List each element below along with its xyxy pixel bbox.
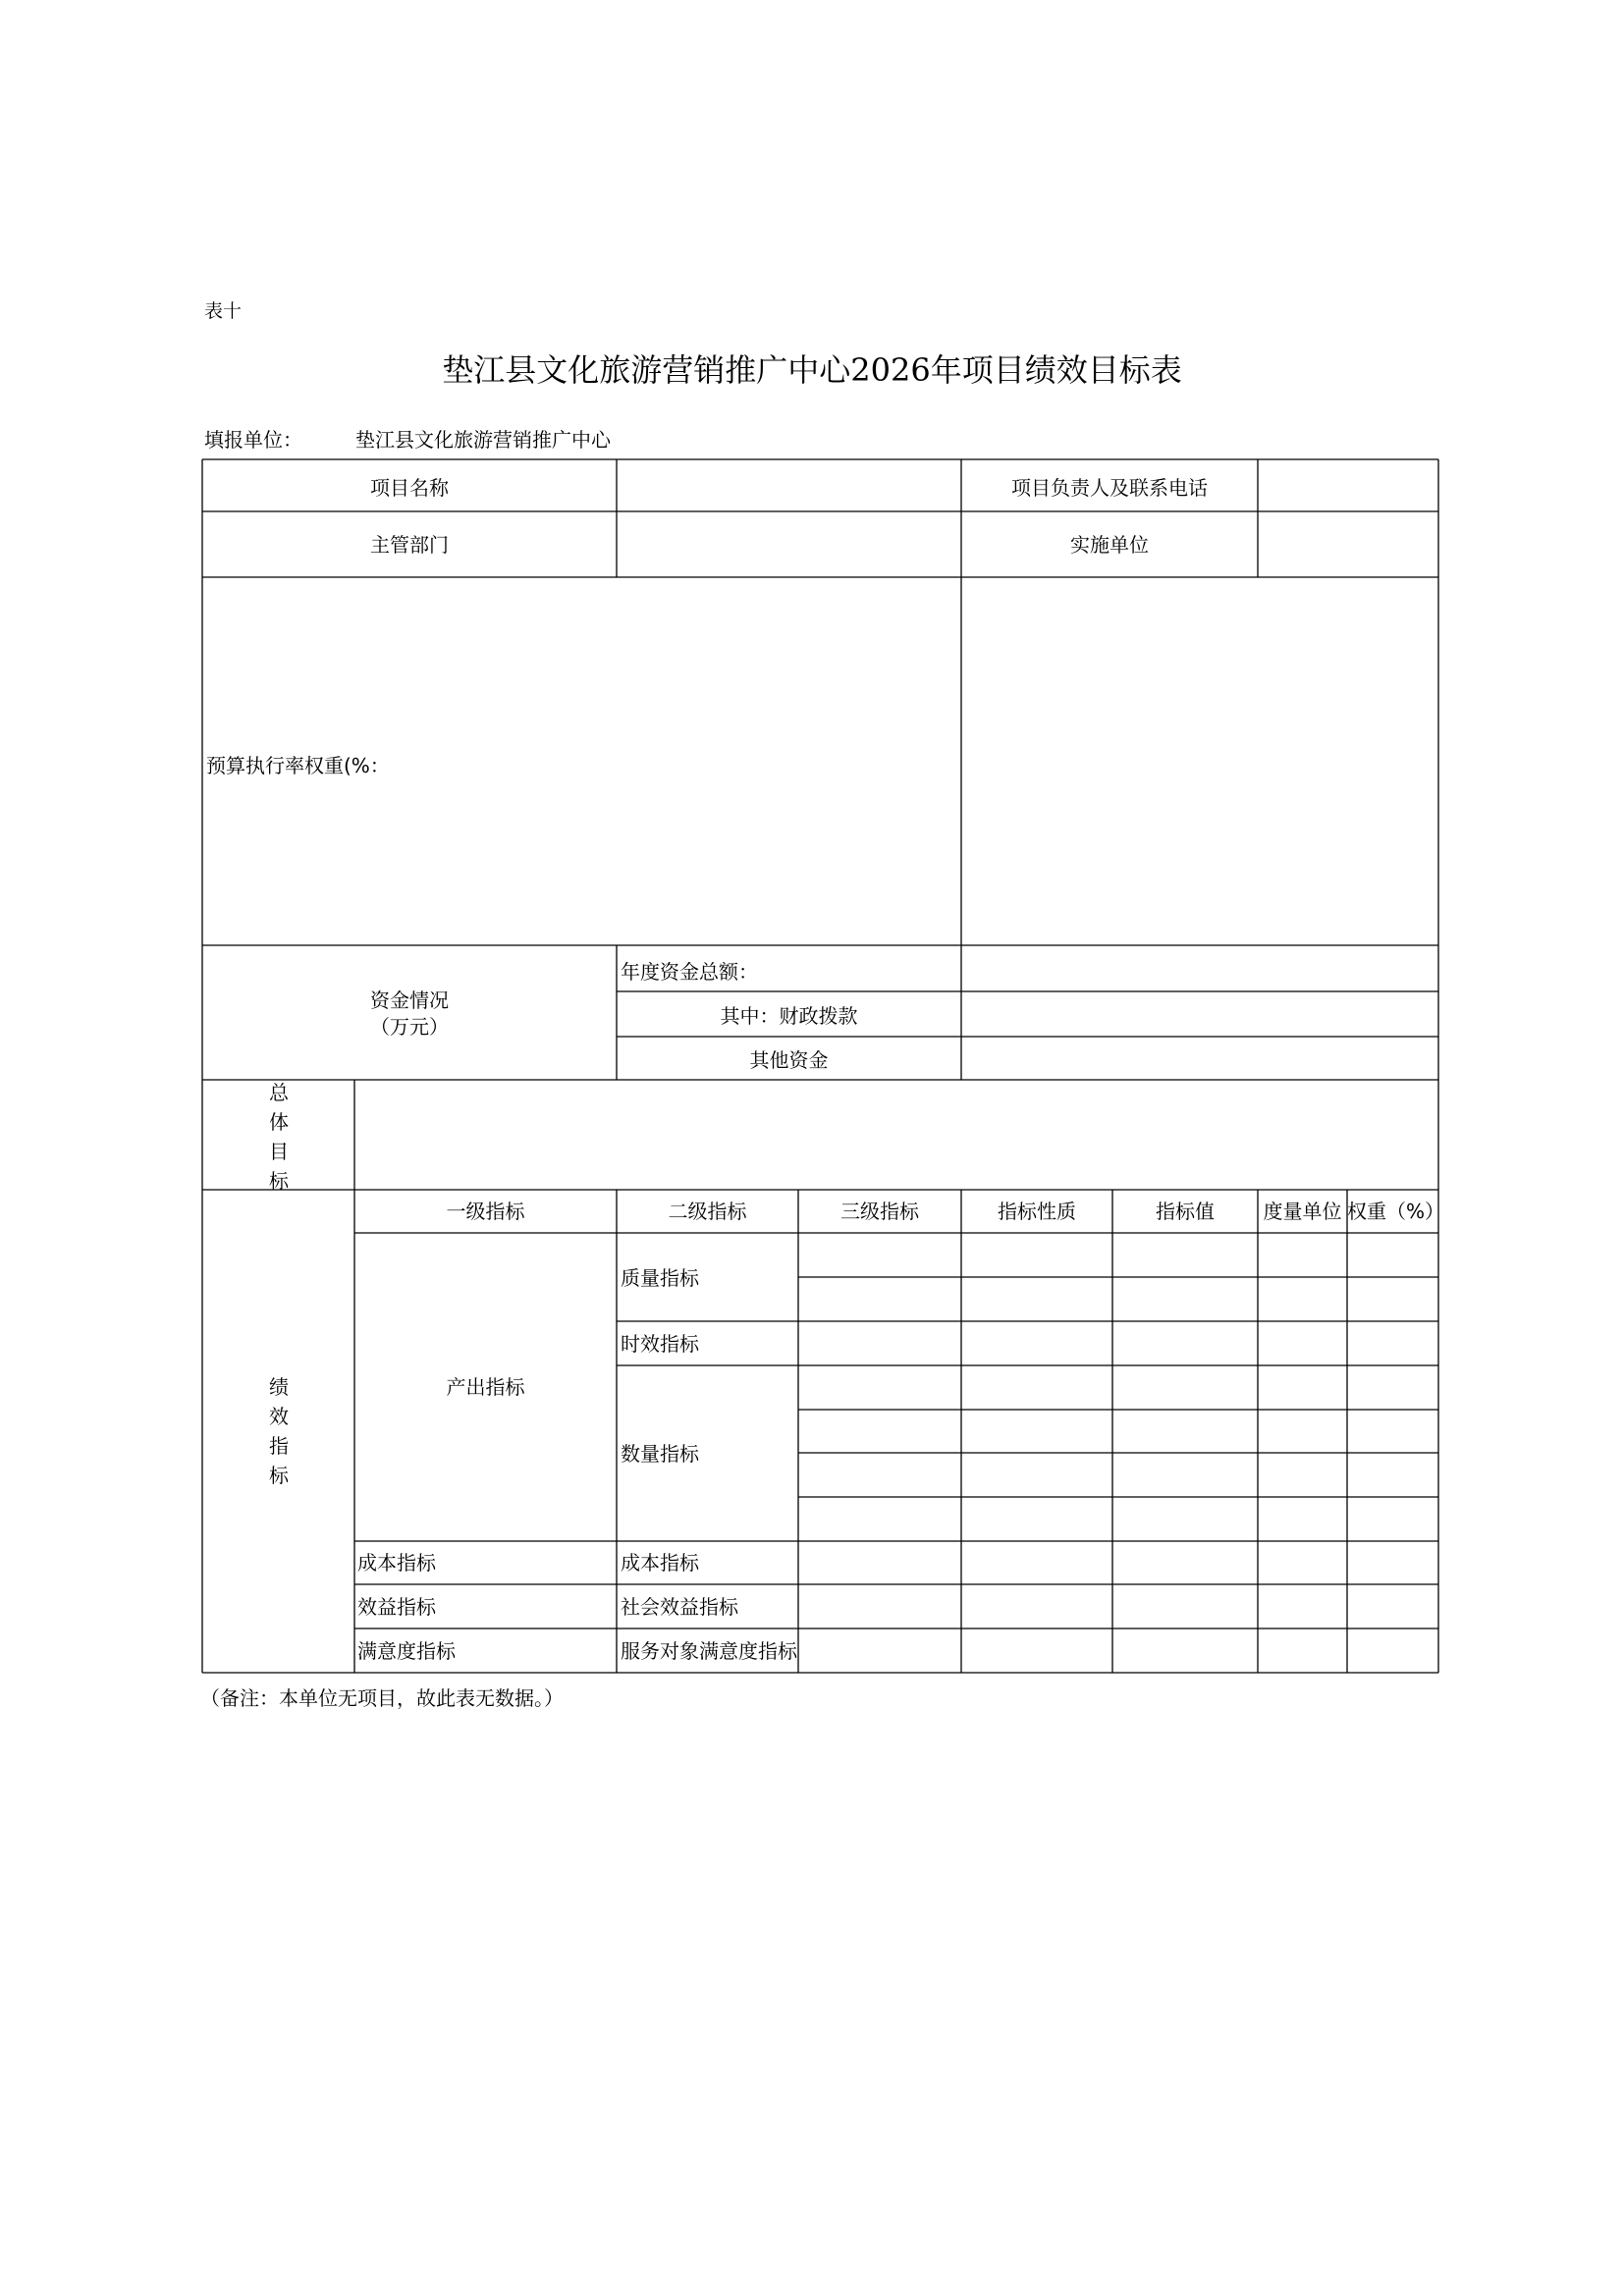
header-weight: 权重（%）	[1347, 1200, 1445, 1223]
other-funds-label: 其他资金	[749, 1048, 829, 1072]
filler-label: 填报单位：	[204, 428, 302, 452]
level2-cost: 成本指标	[621, 1551, 699, 1575]
competent-dept-label: 主管部门	[370, 533, 449, 557]
fiscal-funds-label: 其中：财政拨款	[720, 1004, 858, 1028]
filler-unit: 垫江县文化旅游营销推广中心	[355, 428, 611, 452]
funds-label-line1: 资金情况	[370, 988, 449, 1012]
level2-quantity: 数量指标	[621, 1442, 699, 1466]
project-contact-label: 项目负责人及联系电话	[1011, 476, 1208, 500]
funds-label-line2: （万元）	[370, 1015, 449, 1039]
annual-total-label: 年度资金总额：	[621, 960, 758, 984]
level1-satisfaction: 满意度指标	[357, 1639, 456, 1663]
header-value: 指标值	[1156, 1200, 1215, 1223]
header-nature: 指标性质	[998, 1200, 1076, 1223]
header-level2: 二级指标	[668, 1200, 747, 1223]
level1-benefit: 效益指标	[357, 1595, 436, 1619]
project-name-label: 项目名称	[370, 476, 449, 500]
level2-quality: 质量指标	[621, 1266, 699, 1290]
budget-weight-label: 预算执行率权重(%：	[206, 754, 390, 777]
level2-social-benefit: 社会效益指标	[621, 1595, 738, 1619]
level1-cost: 成本指标	[357, 1551, 436, 1575]
level2-service-satisfaction: 服务对象满意度指标	[621, 1639, 797, 1663]
document-title: 垫江县文化旅游营销推广中心2026年项目绩效目标表	[442, 351, 1182, 389]
overall-goal-label: 总 体 目 标	[269, 1081, 289, 1193]
implementing-unit-label: 实施单位	[1070, 533, 1149, 557]
footnote: （备注：本单位无项目，故此表无数据。）	[200, 1686, 564, 1710]
table-label: 表十	[204, 300, 243, 322]
level2-timeliness: 时效指标	[621, 1332, 699, 1356]
header-level3: 三级指标	[840, 1200, 919, 1223]
level1-output: 产出指标	[446, 1375, 525, 1399]
header-level1: 一级指标	[446, 1200, 525, 1223]
header-unit: 度量单位	[1263, 1200, 1342, 1223]
performance-indicator-label: 绩 效 指 标	[269, 1375, 289, 1487]
